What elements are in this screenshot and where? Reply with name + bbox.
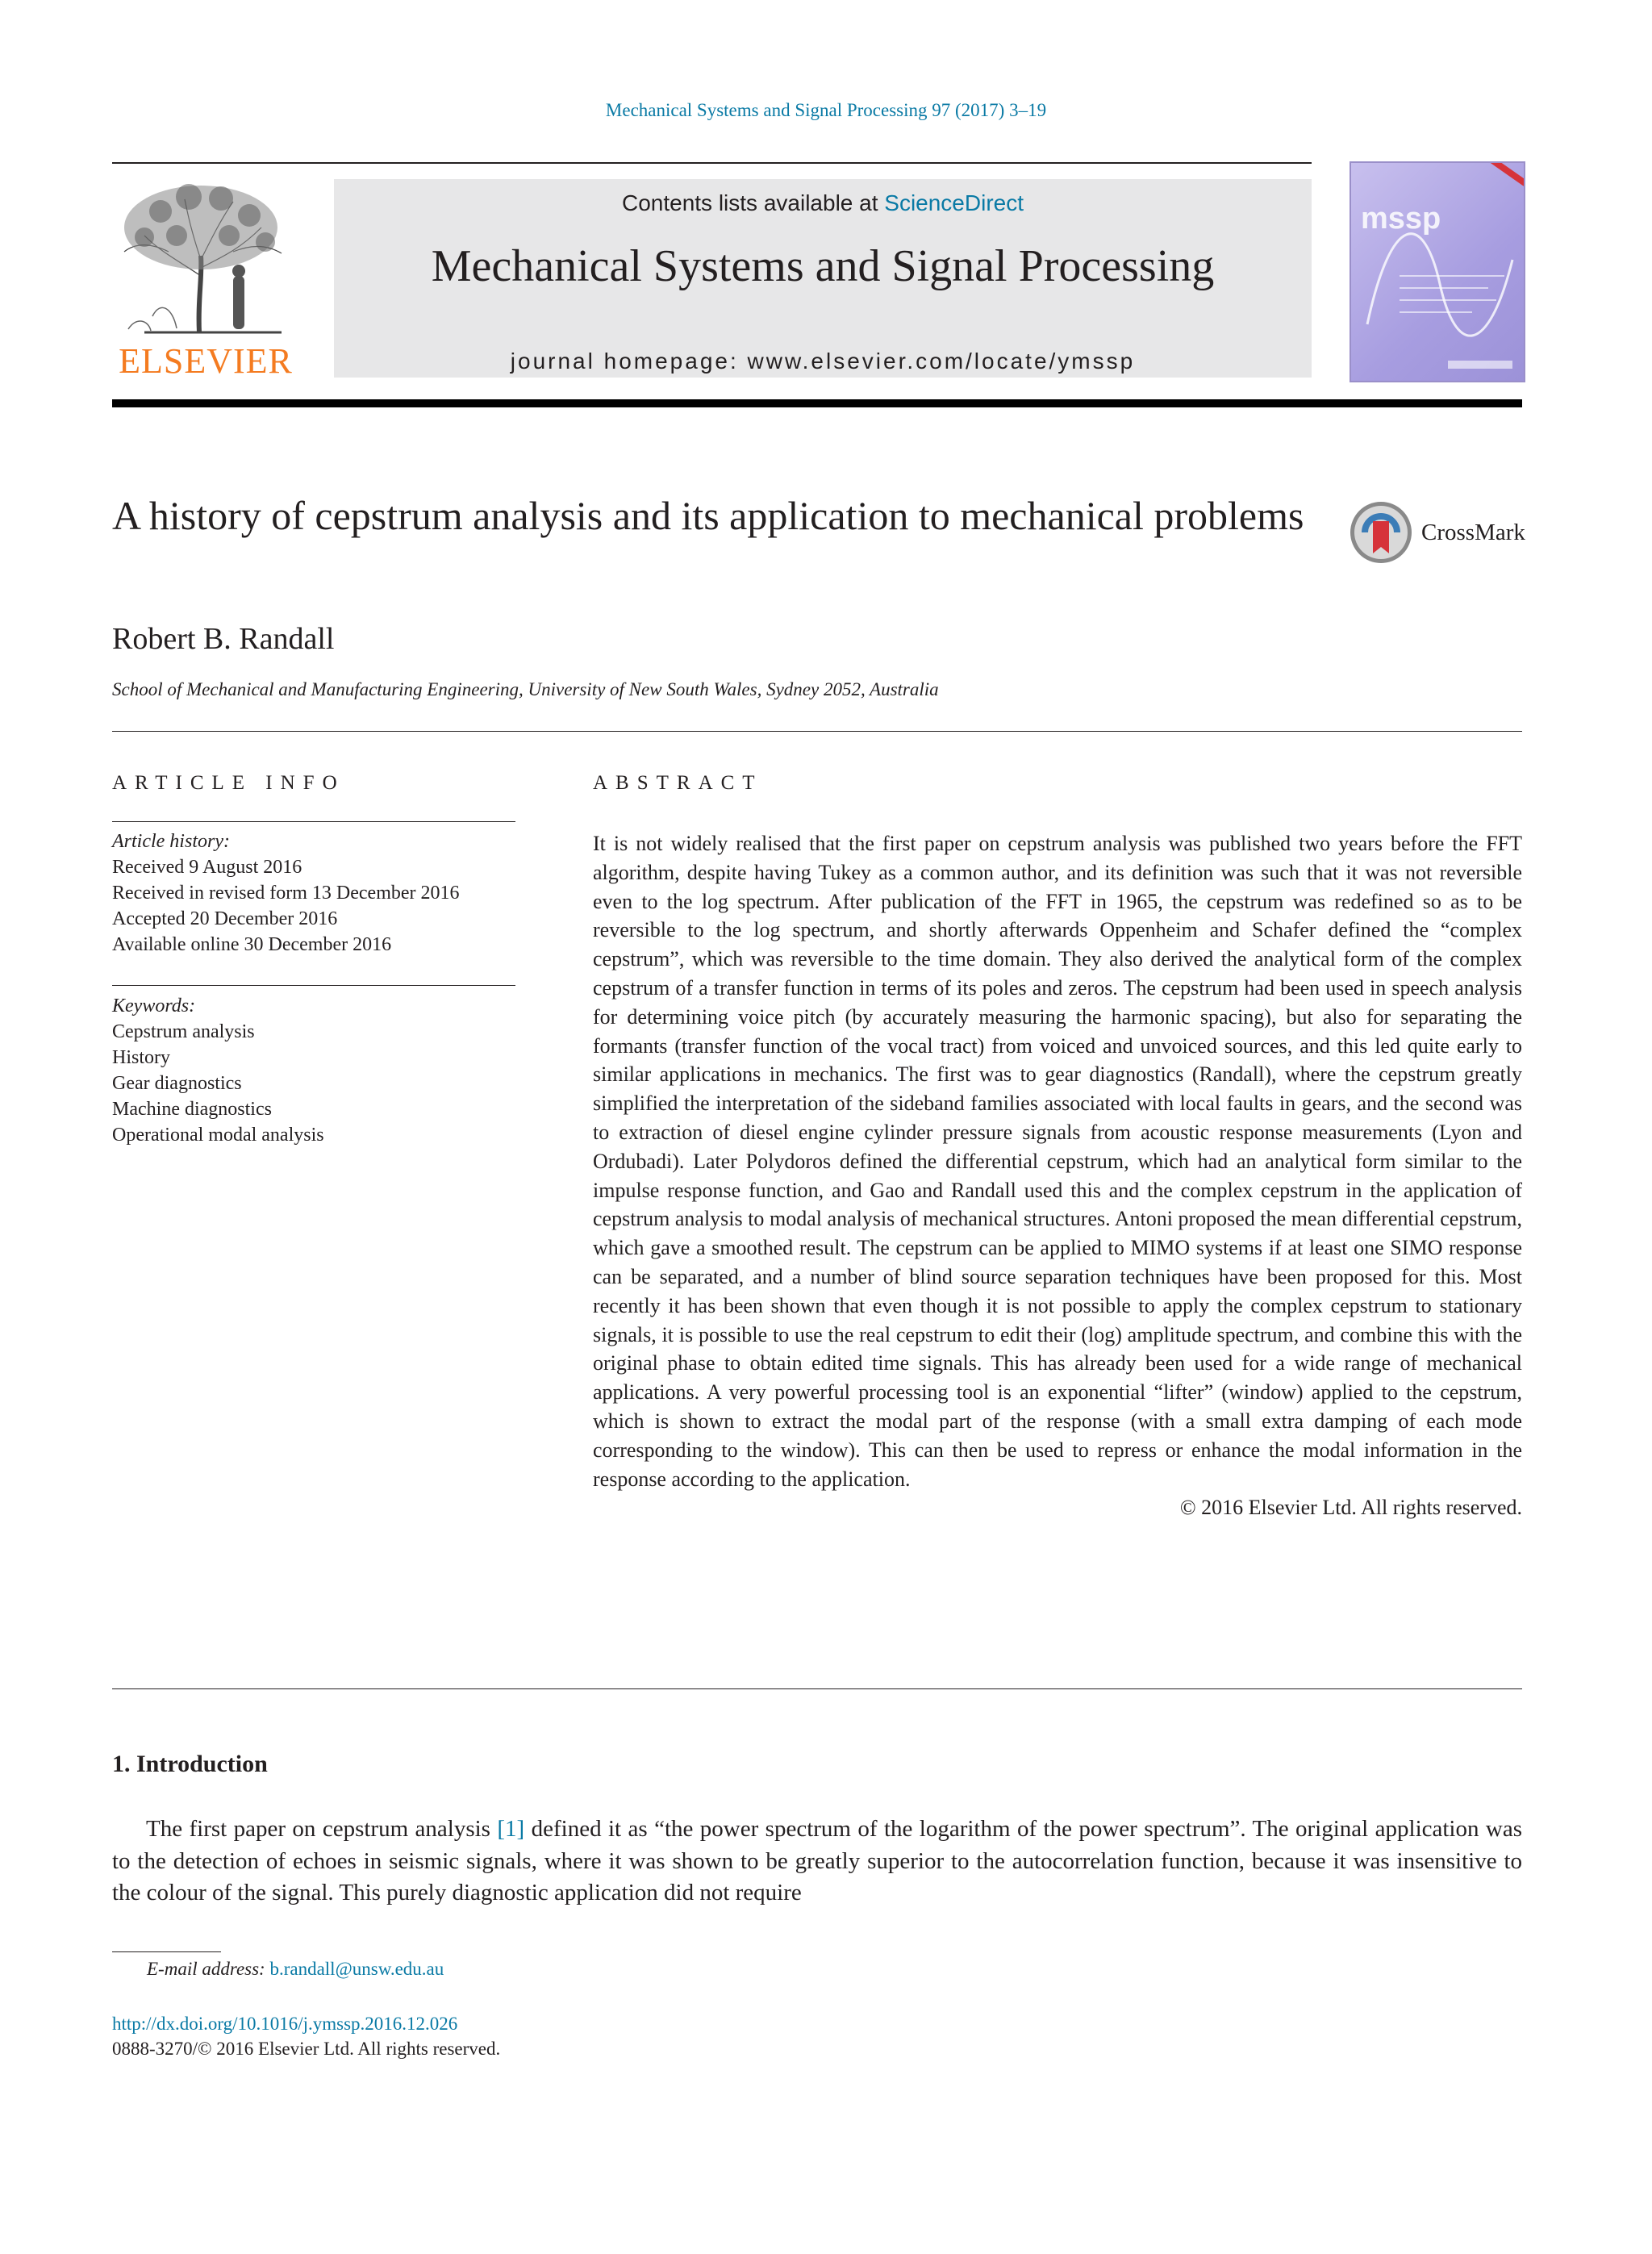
crossmark-icon [1349, 500, 1413, 565]
abstract-body [593, 829, 1522, 1522]
cover-wave-graphic [1351, 163, 1524, 381]
keywords-label: Keywords: [112, 996, 196, 1016]
elsevier-logo [112, 179, 299, 381]
email-link[interactable]: b.randall@unsw.edu.au [269, 1959, 444, 1979]
sciencedirect-link[interactable]: ScienceDirect [884, 190, 1024, 215]
history-accepted: Accepted 20 December 2016 [112, 908, 338, 929]
article-info-heading: ARTICLE INFO [112, 772, 345, 794]
crossmark-badge[interactable] [1349, 500, 1526, 565]
contents-prefix: Contents lists available at [621, 190, 885, 215]
journal-citation-link[interactable]: Mechanical Systems and Signal Processing 97 (2017) 3–19 [605, 100, 1047, 120]
introduction-paragraph [112, 1814, 1522, 1910]
article-info-rule-mid [112, 985, 515, 986]
article-history-label: Article history: [112, 831, 230, 852]
email-label: E-mail address: [147, 1959, 265, 1979]
abstract-heading: ABSTRACT [593, 772, 763, 794]
keyword-item: Cepstrum analysis [112, 1021, 255, 1042]
elsevier-wordmark: ELSEVIER [119, 341, 293, 381]
intro-text-rest: defined it as “the power spectrum of the logarithm of the power spectrum”. The original application was to the detection of echoes in seismic signals, where it was shown to be greatly superior to the autocorrelation function, because it was insensitive to the colour of the signal. This purely diagnostic application did not require [112, 1816, 1522, 1905]
doi-link[interactable]: http://dx.doi.org/10.1016/j.ymssp.2016.12.026 [112, 2014, 458, 2034]
abstract-copyright: © 2016 Elsevier Ltd. All rights reserved. [1179, 1496, 1522, 1520]
section-heading-introduction: 1. Introduction [112, 1751, 268, 1777]
cover-title: mssp [1361, 202, 1441, 236]
history-received: Received 9 August 2016 [112, 857, 302, 878]
keywords [112, 993, 532, 1148]
elsevier-tree-icon [112, 179, 299, 337]
article-info-rule-top [112, 821, 515, 822]
history-online: Available online 30 December 2016 [112, 934, 392, 955]
article-history [112, 829, 532, 958]
journal-homepage[interactable]: journal homepage: www.elsevier.com/locate/ymssp [510, 349, 1136, 374]
masthead-thick-rule [112, 399, 1522, 407]
author-name: Robert B. Randall [112, 622, 335, 656]
keyword-item: History [112, 1047, 170, 1068]
intro-text-start: The first paper on cepstrum analysis [146, 1816, 498, 1842]
issn-copyright: 0888-3270/© 2016 Elsevier Ltd. All rights reserved. [112, 2039, 501, 2059]
journal-name: Mechanical Systems and Signal Processing [431, 241, 1215, 291]
journal-cover-thumbnail[interactable] [1350, 161, 1525, 382]
journal-masthead [334, 179, 1312, 378]
abstract-rule [112, 1688, 1522, 1689]
article-title: A history of cepstrum analysis and its application to mechanical problems [112, 493, 1304, 538]
keyword-item: Machine diagnostics [112, 1099, 272, 1120]
contents-line [334, 190, 1312, 216]
header-rule [112, 162, 1312, 164]
reference-link-1[interactable]: [1] [497, 1816, 525, 1842]
crossmark-label: CrossMark [1421, 520, 1525, 545]
email-footnote [147, 1959, 444, 1980]
keyword-item: Gear diagnostics [112, 1073, 242, 1094]
footnote-rule [112, 1951, 221, 1952]
title-rule [112, 731, 1522, 732]
keyword-item: Operational modal analysis [112, 1125, 324, 1146]
author-affiliation: School of Mechanical and Manufacturing Engineering, University of New South Wales, Sydney 2052, Australia [112, 679, 939, 699]
history-revised: Received in revised form 13 December 2016 [112, 883, 460, 904]
abstract-text: It is not widely realised that the first paper on cepstrum analysis was published two years before the FFT algorithm, despite having Tukey as a common author, and its definition was such that it was not reversible even to the log spectrum. After publication of the FFT in 1965, the cepstrum was redefined so as to be reversible to the log spectrum, and shortly afterwards Oppenheim and Schafer defined the “complex cepstrum”, which was reversible to the time domain. They also derived the analytical form of the complex cepstrum of a transfer function in terms of its poles and zeros. The cepstrum had been used in speech analysis for determining voice pitch (by accurately measuring the harmonic spacing), but also for separating the formants (transfer function of the vocal tract) from voiced and unvoiced sources, and this led quite early to similar applications in mechanics. The first was to gear diagnostics (Randall), where the cepstrum greatly simplified the interpretation of the sideband families associated with local faults in gears, and the second was to extraction of diesel engine cylinder pressure signals from acoustic response measurements (Lyon and Ordubadi). Later Polydoros defined the differential cepstrum, which had an analytical form similar to the impulse response function, and Gao and Randall used this and the complex cepstrum in the application of cepstrum analysis to modal analysis of mechanical structures. Antoni proposed the mean differential cepstrum, which gave a smoothed result. The cepstrum can be applied to MIMO systems if at least one SIMO response can be separated, and a number of blind source separation techniques have been proposed for this. Most recently it has been shown that even though it is not possible to apply the complex cepstrum to stationary signals, it is possible to use the real cepstrum to edit their (log) amplitude spectrum, and combine this with the original phase to obtain edited time signals. This has already been used for a wide range of mechanical applications. A very powerful processing tool is an exponential “lifter” (window) applied to the cepstrum, which is shown to extract the modal part of the response (with a small extra damping of each mode corresponding to the window). This can then be used to repress or enhance the modal information in the response according to the application. [593, 832, 1522, 1491]
